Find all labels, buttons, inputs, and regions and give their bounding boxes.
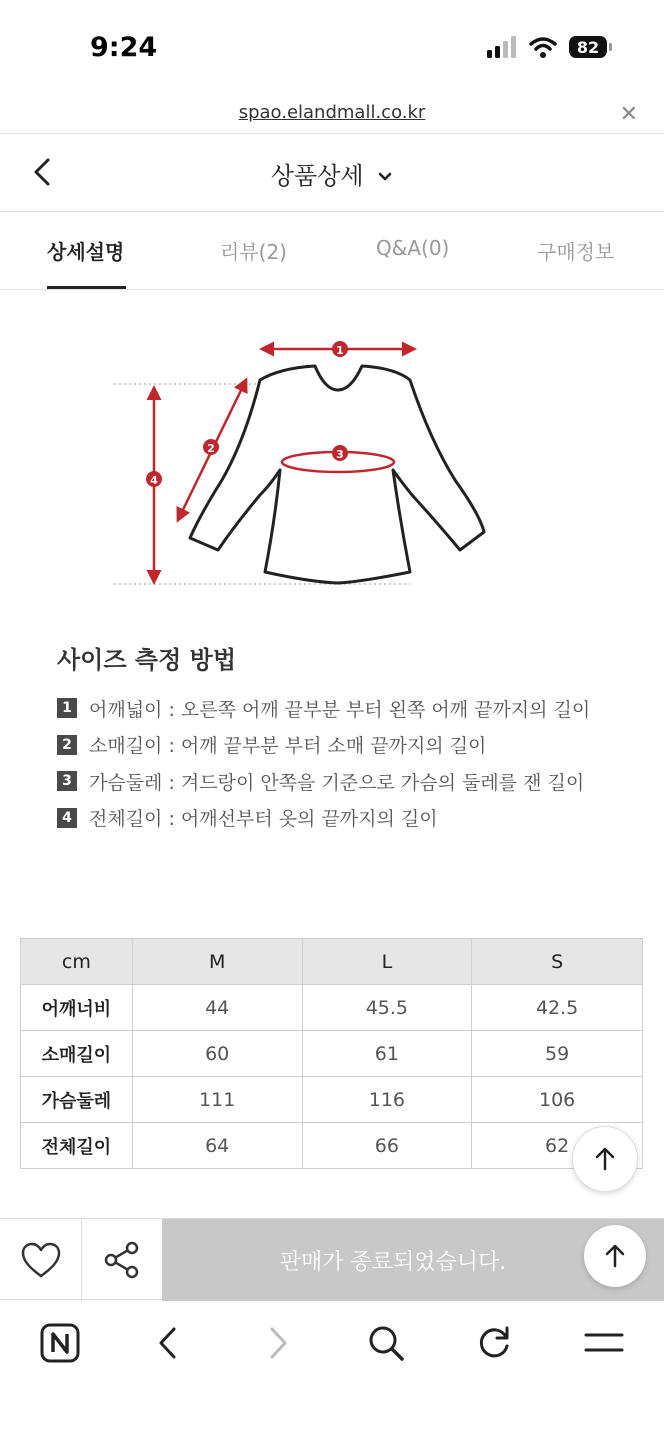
battery-icon: [569, 36, 612, 58]
table-cell: 60: [132, 1031, 302, 1077]
page-title-dropdown[interactable]: [0, 156, 664, 191]
chevron-right-icon: [263, 1325, 293, 1361]
tab-description[interactable]: 상세설명: [47, 240, 125, 264]
diagram-marker-3: 3: [336, 448, 344, 461]
diagram-marker-4: 4: [150, 474, 158, 487]
search-icon: [367, 1324, 405, 1362]
measure-number: 2: [57, 735, 77, 755]
measure-number: 1: [57, 698, 77, 718]
purchase-bar: [0, 1218, 664, 1300]
sweater-diagram: [110, 320, 510, 600]
heart-icon: [20, 1241, 62, 1279]
battery-level: 82: [569, 36, 607, 58]
table-cell: 64: [132, 1123, 302, 1169]
measure-number: 4: [57, 808, 77, 828]
url-bar[interactable]: [0, 96, 664, 134]
browser-search-button[interactable]: [364, 1321, 408, 1365]
tab-active-indicator: [47, 286, 126, 289]
status-time: 9:24: [90, 32, 158, 63]
chevron-left-icon: [153, 1325, 183, 1361]
arrow-up-icon: [591, 1145, 619, 1173]
row-label: 가슴둘레: [21, 1077, 133, 1123]
refresh-icon: [475, 1324, 513, 1362]
chevron-down-icon: [377, 169, 393, 185]
status-bar: [0, 0, 664, 100]
table-cell: 45.5: [302, 985, 472, 1031]
share-button[interactable]: [82, 1219, 162, 1301]
arrow-up-icon: [601, 1242, 629, 1270]
detail-tabs: [0, 212, 664, 290]
browser-forward-button[interactable]: [256, 1321, 300, 1365]
browser-menu-button[interactable]: [582, 1321, 626, 1365]
size-table: [20, 938, 643, 1169]
tab-reviews[interactable]: 리뷰(2): [220, 240, 287, 264]
close-icon[interactable]: ✕: [619, 102, 638, 127]
tab-purchase-info[interactable]: 구매정보: [537, 240, 615, 264]
table-cell: 61: [302, 1031, 472, 1077]
row-label: 소매길이: [21, 1031, 133, 1077]
measure-text: 전체길이 : 어깨선부터 옷의 끝까지의 길이: [89, 808, 438, 831]
naver-home-button[interactable]: [38, 1321, 82, 1365]
diagram-marker-1: 1: [336, 344, 344, 357]
purchase-scroll-top-button[interactable]: [584, 1225, 646, 1287]
table-header-row: [21, 939, 643, 985]
url-text[interactable]: spao.elandmall.co.kr: [238, 102, 426, 123]
measure-number: 3: [57, 771, 77, 791]
naver-icon: [40, 1323, 80, 1363]
measure-item: [57, 690, 590, 727]
table-cell: 111: [132, 1077, 302, 1123]
table-header-cell: L: [302, 939, 472, 985]
table-cell: 59: [472, 1031, 643, 1077]
measure-item: [57, 763, 590, 800]
row-label: 어깨너비: [21, 985, 133, 1031]
table-header-cell: cm: [21, 939, 133, 985]
top-nav: [0, 134, 664, 212]
measure-title: 사이즈 측정 방법: [57, 646, 236, 674]
measure-text: 소매길이 : 어깨 끝부분 부터 소매 끝까지의 길이: [89, 735, 487, 758]
table-header-cell: M: [132, 939, 302, 985]
browser-back-button[interactable]: [146, 1321, 190, 1365]
table-row: [21, 1077, 643, 1123]
measure-text: 어깨넓이 : 오른쪽 어깨 끝부분 부터 왼쪽 어깨 끝까지의 길이: [89, 698, 591, 721]
table-cell: 42.5: [472, 985, 643, 1031]
tab-qna[interactable]: Q&A(0): [376, 236, 450, 260]
table-cell: 62: [472, 1123, 643, 1169]
table-row: [21, 1123, 643, 1169]
share-icon: [102, 1240, 142, 1280]
table-row: [21, 1031, 643, 1077]
table-cell: 44: [132, 985, 302, 1031]
row-label: 전체길이: [21, 1123, 133, 1169]
table-cell: 66: [302, 1123, 472, 1169]
measure-item: [57, 800, 590, 837]
wishlist-button[interactable]: [0, 1219, 82, 1301]
table-row: [21, 985, 643, 1031]
browser-refresh-button[interactable]: [472, 1321, 516, 1365]
measure-text: 가슴둘레 : 겨드랑이 안쪽을 기준으로 가슴의 둘레를 잰 길이: [89, 771, 585, 794]
table-cell: 106: [472, 1077, 643, 1123]
table-cell: 116: [302, 1077, 472, 1123]
measure-item: [57, 727, 590, 764]
menu-icon: [584, 1328, 624, 1358]
page-title: 상품상세: [270, 162, 364, 190]
status-icons: [487, 36, 612, 58]
size-diagram: [110, 320, 510, 600]
scroll-top-button[interactable]: [572, 1126, 638, 1192]
soldout-label: 판매가 종료되었습니다.: [279, 1249, 507, 1275]
browser-toolbar: [0, 1301, 664, 1440]
wifi-icon: [529, 36, 557, 58]
table-header-cell: S: [472, 939, 643, 985]
diagram-marker-2: 2: [207, 442, 215, 455]
signal-icon: [487, 36, 517, 58]
measure-list: [57, 690, 590, 836]
